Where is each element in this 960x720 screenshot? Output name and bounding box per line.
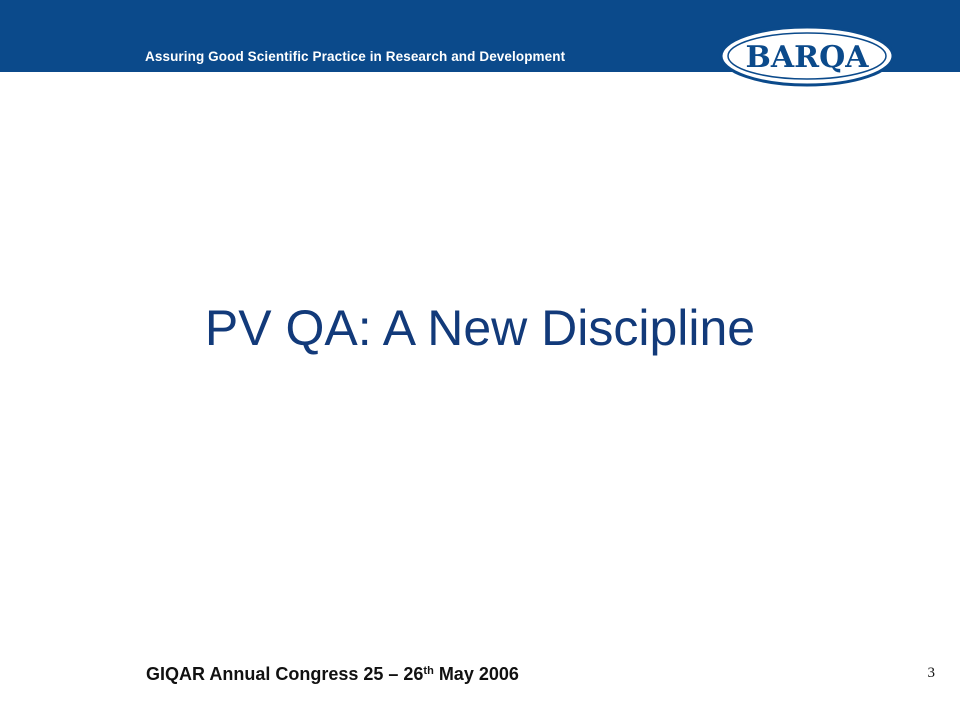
header-tagline: Assuring Good Scientific Practice in Research and Development [145,49,566,64]
barqa-logo [717,24,897,88]
logo-text: BARQA [745,40,869,75]
footer-superscript: th [423,665,434,677]
footer-text-date: May 2006 [433,664,519,684]
footer-event-text [146,662,519,686]
slide-number: 3 [927,665,935,681]
footer-text-main: GIQAR Annual Congress 25 – 26 [146,664,424,684]
slide-title: PV QA: A New Discipline [204,300,756,356]
